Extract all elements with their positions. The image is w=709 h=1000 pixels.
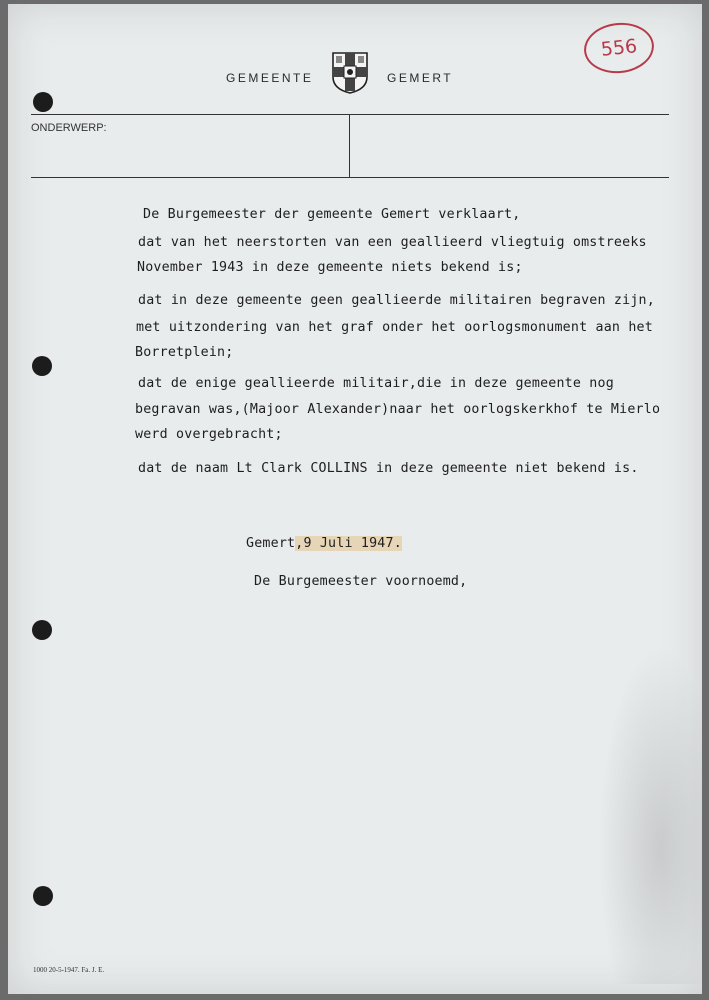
handwritten-annotation: 556 <box>582 19 657 76</box>
divider <box>31 114 669 115</box>
punch-hole <box>33 886 53 906</box>
body-line: begravan was,(Majoor Alexander)naar het oorlogskerkhof te Mierlo <box>135 402 661 417</box>
punch-hole <box>32 356 52 376</box>
document-page <box>8 4 702 994</box>
print-code: 1000 20-5-1947. Fa. J. E. <box>33 966 105 974</box>
body-line: dat van het neerstorten van een geallieerd vliegtuig omstreeks <box>138 235 647 250</box>
body-line: werd overgebracht; <box>135 427 283 442</box>
body-line: November 1943 in deze gemeente niets bekend is; <box>137 260 523 275</box>
body-line: De Burgemeester der gemeente Gemert verklaart, <box>143 207 521 222</box>
letterhead-right: GEMERT <box>387 71 454 85</box>
letterhead-left: GEMEENTE <box>226 71 314 85</box>
place-date <box>246 536 402 551</box>
place: Gemert <box>246 536 296 551</box>
scan-smudge <box>598 644 702 984</box>
body-line: dat de naam Lt Clark COLLINS in deze gemeente niet bekend is. <box>138 461 639 476</box>
divider <box>31 177 669 178</box>
body-line: Borretplein; <box>135 345 234 360</box>
punch-hole <box>33 92 53 112</box>
punch-hole <box>32 620 52 640</box>
date: ,9 Juli 1947. <box>295 536 402 551</box>
signoff: De Burgemeester voornoemd, <box>254 574 468 589</box>
body-line: dat de enige geallieerde militair,die in deze gemeente nog <box>138 376 614 391</box>
divider <box>349 114 350 178</box>
body-line: dat in deze gemeente geen geallieerde militairen begraven zijn, <box>138 293 655 308</box>
municipal-crest-icon <box>331 51 369 95</box>
body-line: met uitzondering van het graf onder het oorlogsmonument aan het <box>136 320 653 335</box>
subject-label: ONDERWERP: <box>31 122 107 134</box>
